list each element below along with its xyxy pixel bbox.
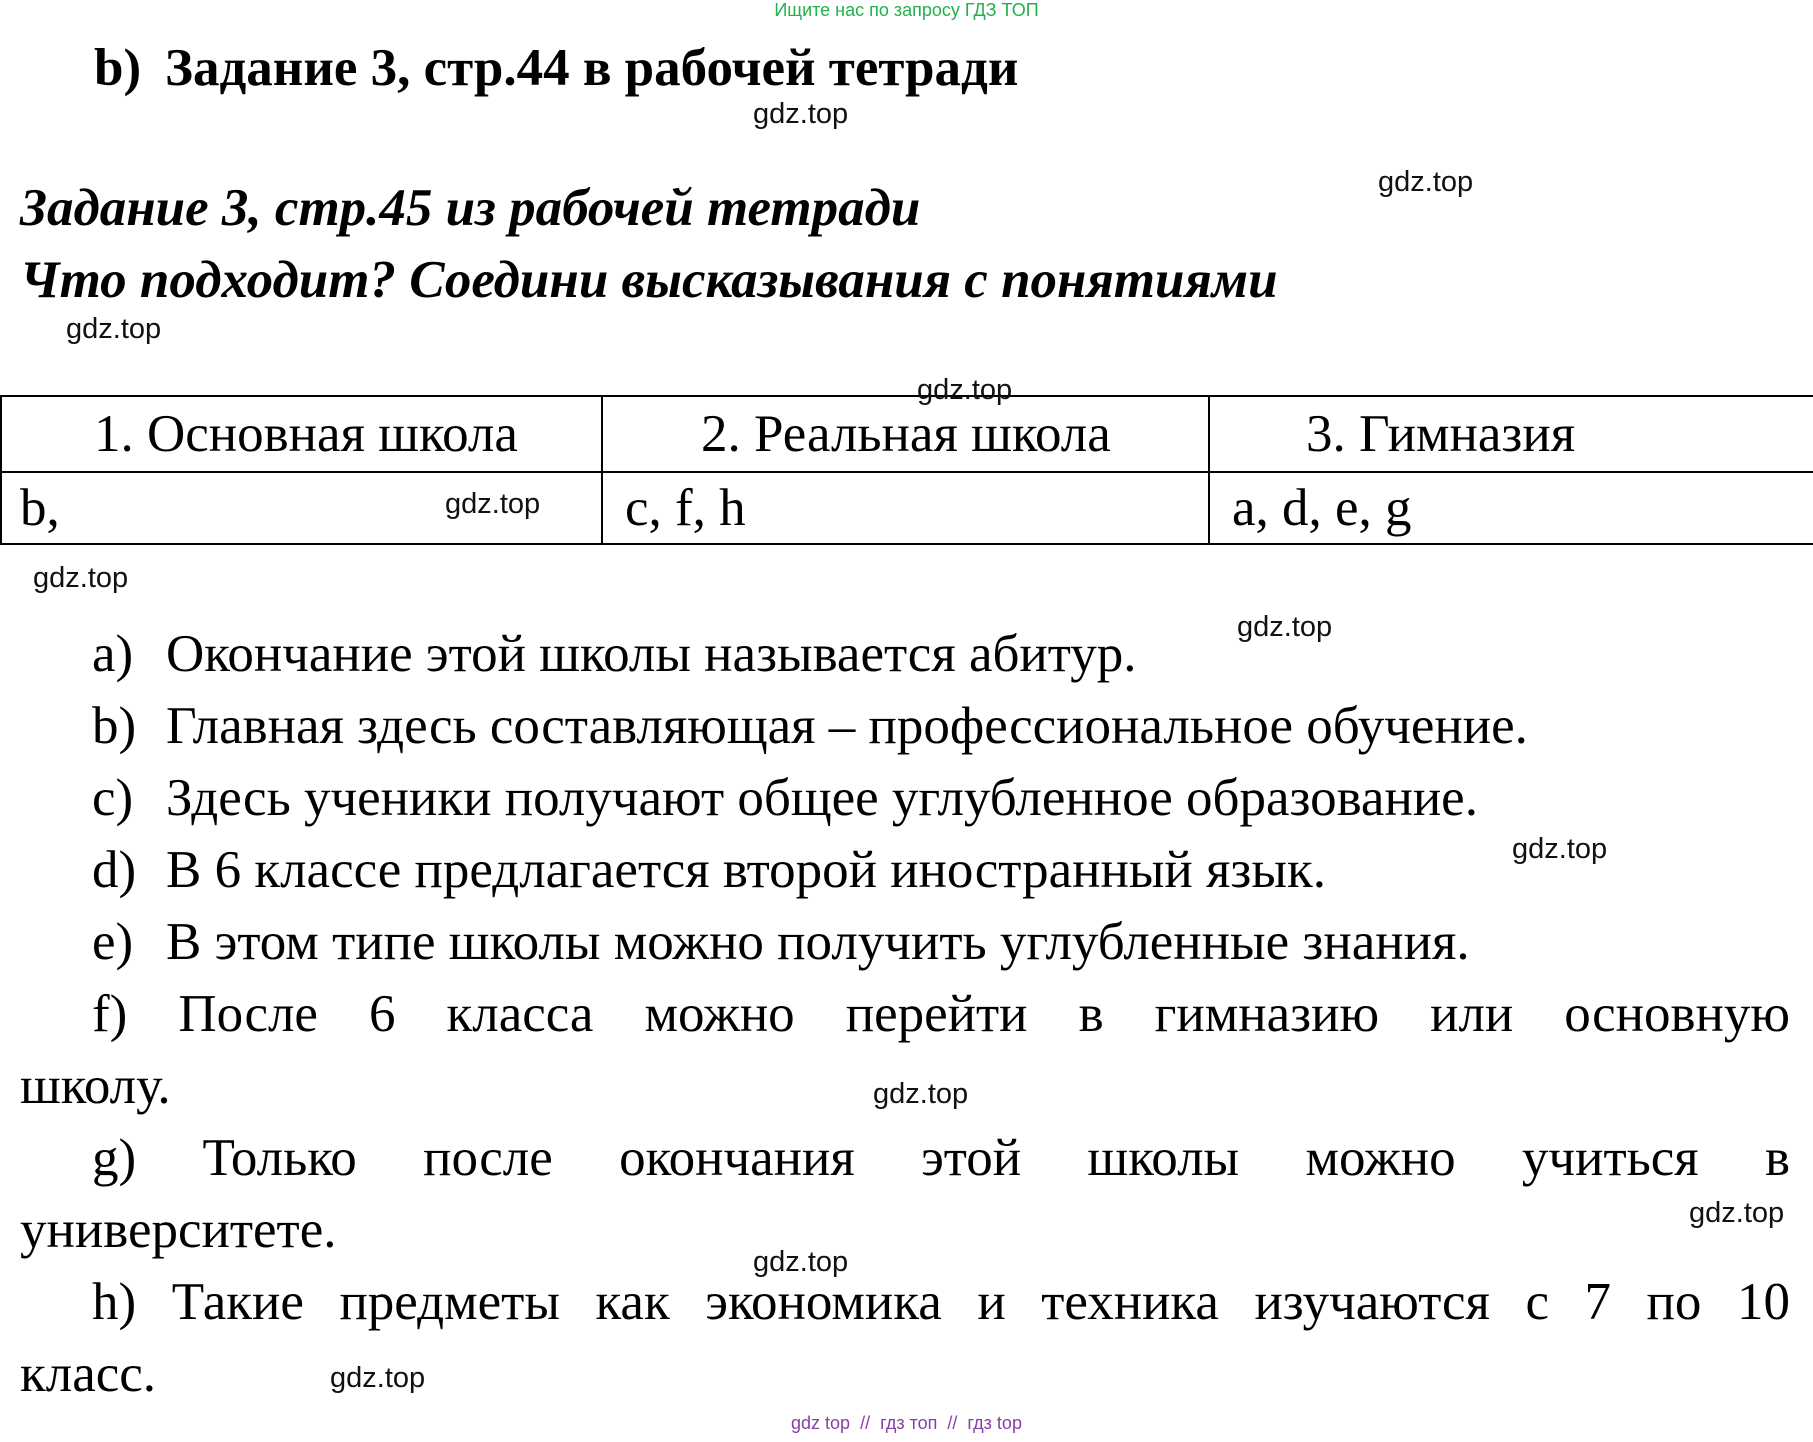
watermark: gdz.top: [1512, 833, 1608, 865]
statement-text: В 6 классе предлагается второй иностранный язык.: [166, 841, 1326, 899]
statement-a: [92, 624, 1137, 684]
statement-text: Окончание этой школы называется абитур.: [166, 625, 1137, 683]
word: техника: [1041, 1273, 1219, 1331]
word: экономика: [705, 1273, 942, 1331]
task-heading-text: Задание 3, стр.44 в рабочей тетради: [165, 39, 1019, 97]
word: как: [595, 1273, 670, 1331]
word: предметы: [339, 1273, 560, 1331]
word: или: [1430, 985, 1514, 1043]
statement-g: [92, 1128, 1790, 1188]
answer-table: [0, 395, 1813, 545]
banner-item: гдз топ: [880, 1413, 938, 1433]
statement-label: c): [92, 769, 134, 827]
bottom-banner: [0, 1413, 1813, 1434]
statement-d: [92, 840, 1326, 900]
statement-h: [92, 1272, 1790, 1332]
word: можно: [644, 985, 795, 1043]
statement-f-continuation: школу.: [20, 1057, 171, 1115]
word: с: [1525, 1273, 1549, 1331]
watermark: gdz.top: [753, 98, 849, 130]
word: и: [977, 1273, 1006, 1331]
word: 7: [1584, 1273, 1612, 1331]
word: 10: [1736, 1273, 1790, 1331]
word: основную: [1564, 985, 1790, 1043]
word: класса: [446, 985, 594, 1043]
watermark: gdz.top: [1689, 1197, 1785, 1229]
word: гимназию: [1154, 985, 1380, 1043]
banner-item: gdz top: [791, 1413, 851, 1433]
banner-separator: //: [947, 1413, 958, 1433]
word: 6: [368, 985, 396, 1043]
answer-value: a, d, e, g: [1232, 479, 1412, 537]
answer-cell-3: [1209, 472, 1813, 544]
word: Такие: [171, 1273, 304, 1331]
statement-g-continuation: университете.: [20, 1201, 337, 1259]
word: этой: [921, 1129, 1022, 1187]
watermark: gdz.top: [873, 1078, 969, 1110]
word: школы: [1087, 1129, 1240, 1187]
statement-label: b): [92, 697, 137, 755]
banner-separator: //: [860, 1413, 871, 1433]
word: в: [1764, 1129, 1790, 1187]
exercise-heading: Задание 3, стр.45 из рабочей тетради: [20, 179, 921, 237]
table-answer-row: [1, 472, 1813, 544]
watermark: gdz.top: [753, 1246, 849, 1278]
word: Только: [202, 1129, 357, 1187]
word: можно: [1305, 1129, 1456, 1187]
top-banner: Ищите нас по запросу ГДЗ ТОП: [774, 0, 1039, 20]
watermark: gdz.top: [33, 562, 129, 594]
statement-f: [92, 984, 1790, 1044]
word: После: [178, 985, 318, 1043]
statement-label: g): [92, 1129, 137, 1187]
task-heading-label: b): [94, 39, 142, 97]
answer-cell-2: [602, 472, 1209, 544]
statement-text: В этом типе школы можно получить углубленные знания.: [166, 913, 1470, 971]
header-cell-1: [1, 396, 602, 472]
statement-label: d): [92, 841, 137, 899]
statement-text: Здесь ученики получают общее углубленное образование.: [166, 769, 1478, 827]
statement-b: [92, 696, 1528, 756]
word: учиться: [1521, 1129, 1699, 1187]
banner-item: гдз top: [967, 1413, 1022, 1433]
table-header-row: [1, 396, 1813, 472]
statement-c: [92, 768, 1478, 828]
question-heading: Что подходит? Соедини высказывания с понятиями: [20, 251, 1278, 309]
statement-e: [92, 912, 1470, 972]
word: в: [1078, 985, 1104, 1043]
header-cell-3: [1209, 396, 1813, 472]
statement-label: f): [92, 985, 128, 1043]
watermark: gdz.top: [1237, 611, 1333, 643]
word: перейти: [845, 985, 1028, 1043]
statement-label: h): [92, 1273, 137, 1331]
answer-value: c, f, h: [625, 479, 746, 537]
word: изучаются: [1254, 1273, 1490, 1331]
watermark: gdz.top: [1378, 166, 1474, 198]
word: по: [1646, 1273, 1702, 1331]
answer-value: b,: [20, 479, 60, 537]
task-heading: [94, 38, 1018, 98]
word: окончания: [619, 1129, 855, 1187]
watermark: gdz.top: [917, 374, 1013, 406]
header-label: 1. Основная школа: [94, 405, 518, 463]
statement-label: a): [92, 625, 134, 683]
header-label: 3. Гимназия: [1306, 405, 1576, 463]
word: после: [423, 1129, 553, 1187]
watermark: gdz.top: [445, 488, 541, 520]
header-cell-2: [602, 396, 1209, 472]
watermark: gdz.top: [330, 1362, 426, 1394]
statement-h-continuation: класс.: [20, 1345, 157, 1403]
statement-text: Главная здесь составляющая – профессиональное обучение.: [166, 697, 1528, 755]
header-label: 2. Реальная школа: [701, 405, 1111, 463]
statement-label: e): [92, 913, 134, 971]
watermark: gdz.top: [66, 313, 162, 345]
